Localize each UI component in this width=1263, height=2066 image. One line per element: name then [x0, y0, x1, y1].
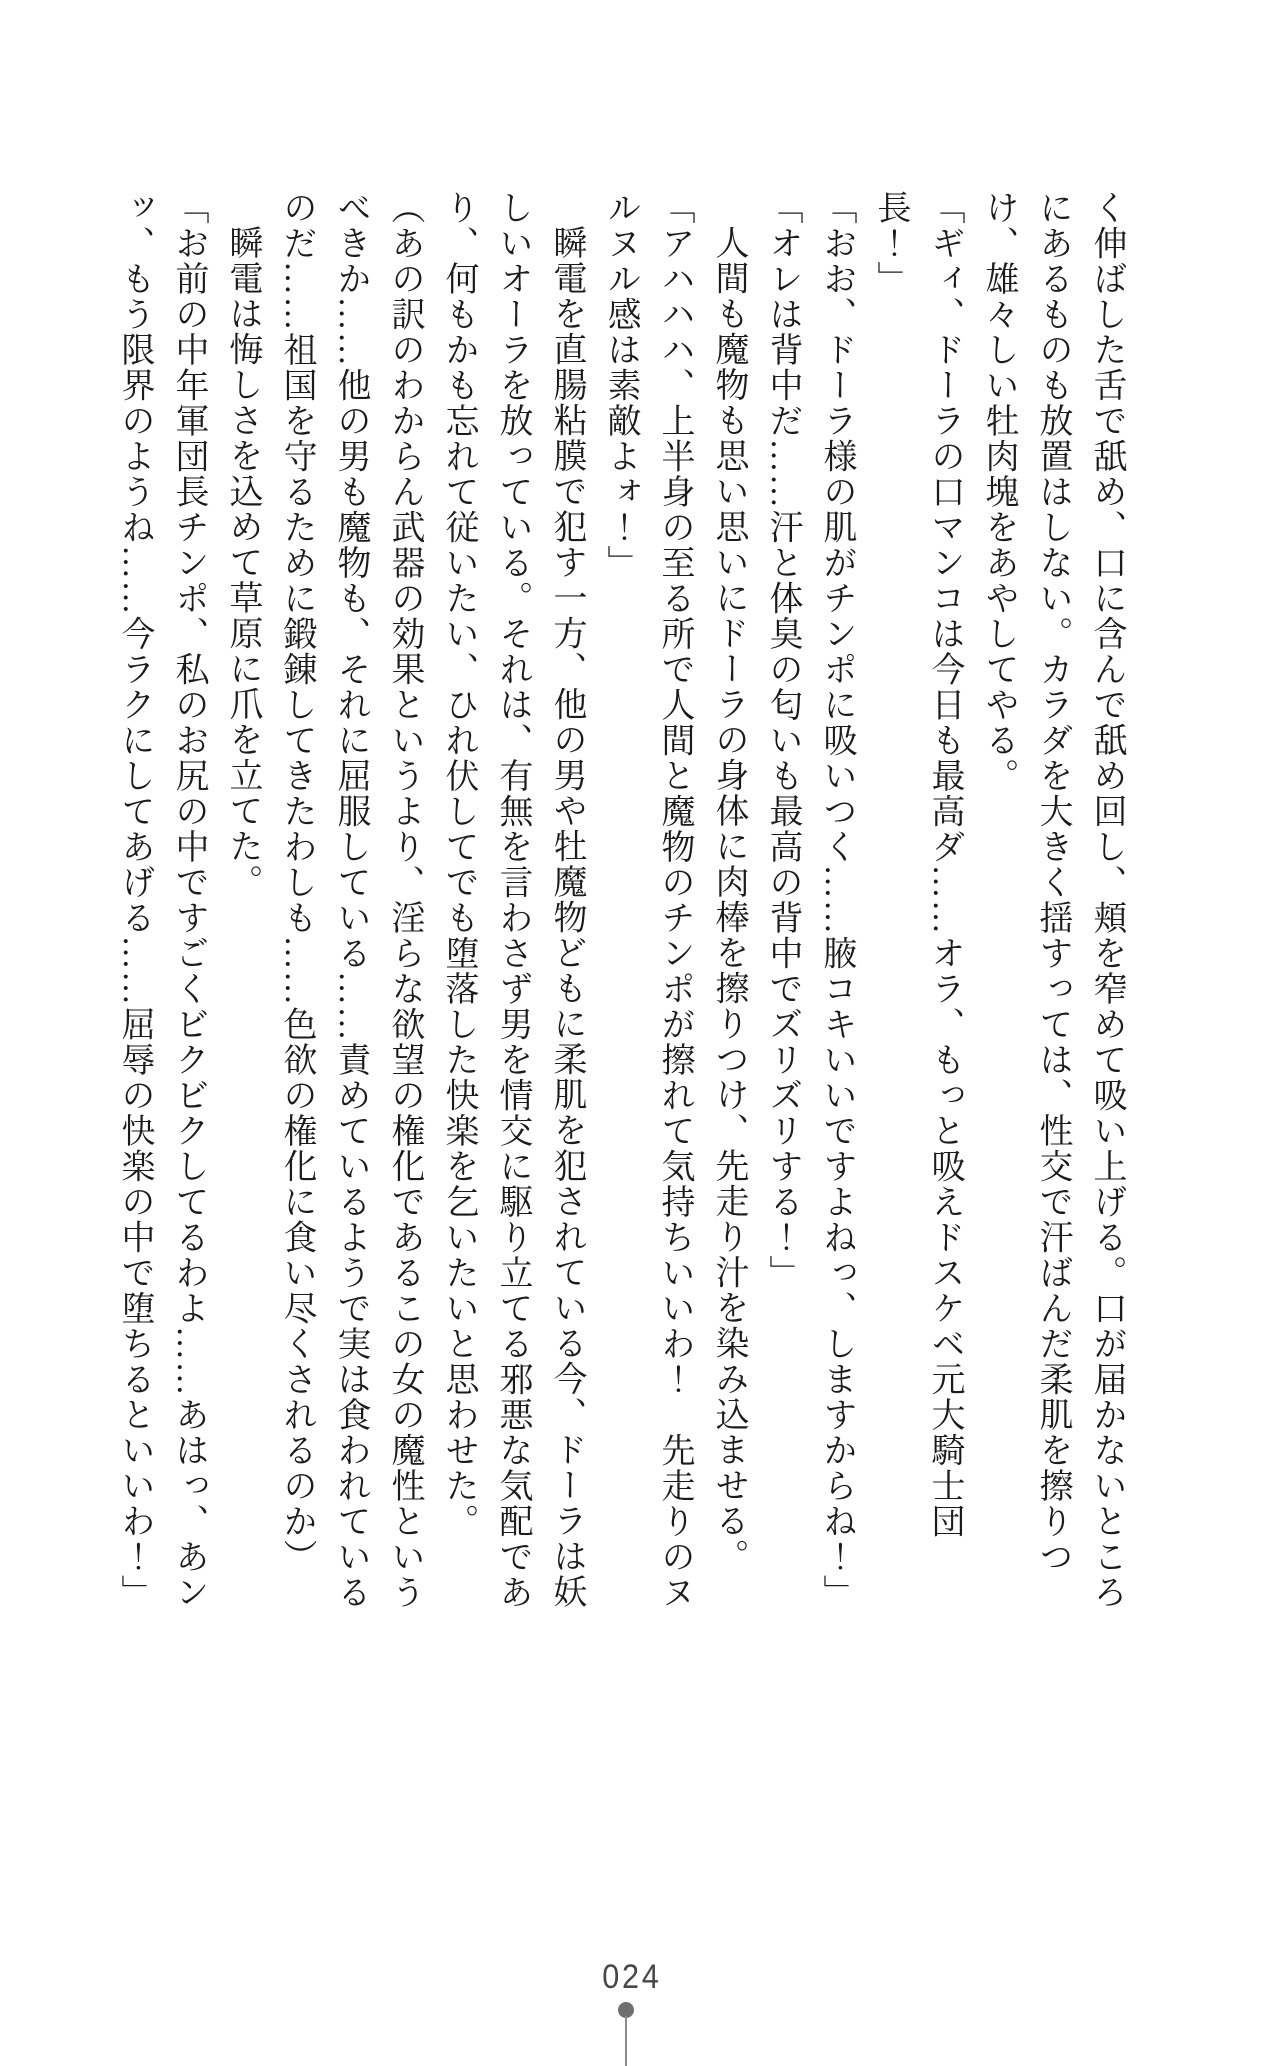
narration-paragraph: く伸ばした舌で舐め、口に含んで舐め回し、頬を窄めて吸い上げる。口が届かないところにあるものも放置はしない。カラダを大きく揺すっては、性交で汗ばんだ柔肌を擦りつけ、雄々しい牡肉塊をあやしてやる。	[980, 190, 1125, 1610]
page-number: 024	[601, 1958, 662, 1996]
dialogue-line: 「おお、ドーラ様の肌がチンポに吸いつく……腋コキいいですよねっ、しますからね！」	[818, 190, 855, 1610]
dialogue-line: 「オレは背中だ……汗と体臭の匂いも最高の背中でズリズリする！」	[764, 190, 801, 1291]
dialogue-line: 「お前の中年軍団長チンポ、私のお尻の中ですごくビクビクしてるわよ……あはっ、あンッ、もう限界のようね……今ラクにしてあげる……屈辱の快楽の中で堕ちるといいわ！」	[116, 190, 207, 1610]
narration-paragraph: 人間も魔物も思い思いにドーラの身体に肉棒を擦りつけ、先走り汁を染み込ませる。	[710, 225, 747, 1574]
narration-paragraph: 瞬電は悔しさを込めて草原に爪を立てた。	[224, 225, 261, 900]
dialogue-line: 「ギィ、ドーラの口マンコは今日も最高ダ……オラ、もっと吸えドスケベ元大騎士団長！」	[872, 190, 963, 1539]
page-footer	[0, 1958, 1263, 1997]
vertical-text-block	[107, 190, 1133, 1612]
inner-monologue-line: （あの訳のわからん武器の効果というより、淫らな欲望の権化であるこの女の魔性というべきか……他の男も魔物も、それに屈服している……責めているようで実は食われているのだ……祖国を守るために鍛錬してきたわしも……色欲の権化に食い尽くされるのか）	[278, 190, 423, 1610]
narration-paragraph: 瞬電を直腸粘膜で犯す一方、他の男や牡魔物どもに柔肌を犯されている今、ドーラは妖しいオーラを放っている。それは、有無を言わさず男を情交に駆り立てる邪悪な気配であり、何もかも忘れて従いたい、ひれ伏してでも堕落した快楽を乞いたいと思わせた。	[440, 190, 585, 1610]
dialogue-line: 「アハハハ、上半身の至る所で人間と魔物のチンポが擦れて気持ちいいわ！ 先走りのヌルヌル感は素敵よォ！」	[602, 190, 693, 1610]
footer-ornament-line	[625, 2016, 627, 2066]
